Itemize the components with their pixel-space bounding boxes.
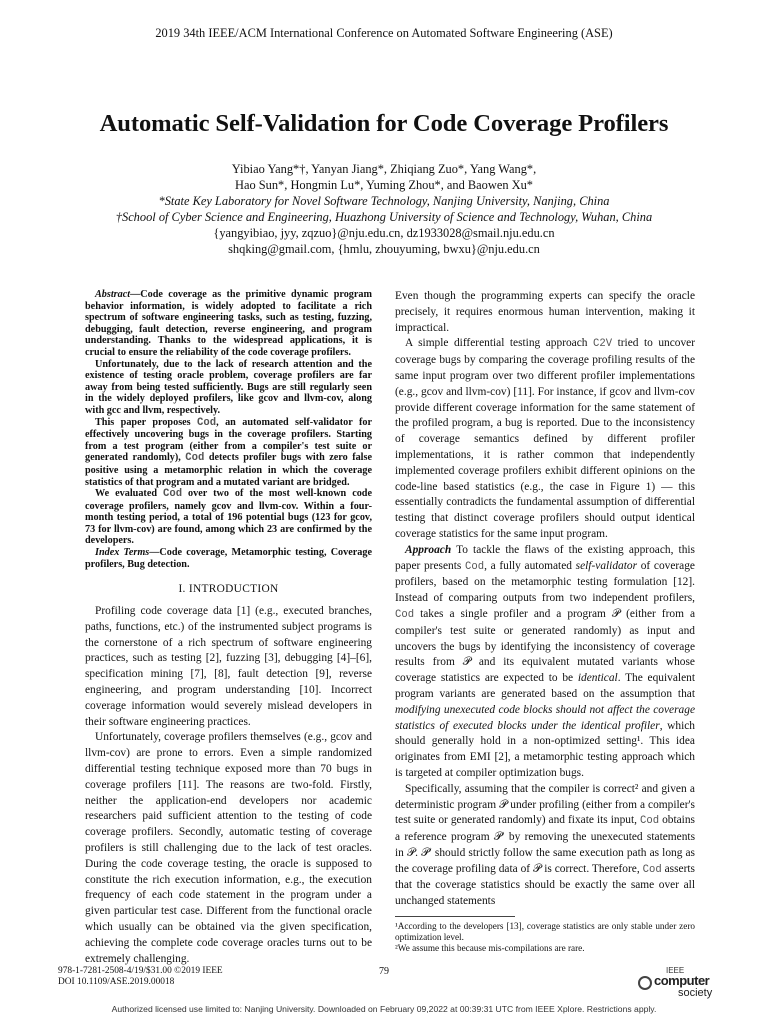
email-line-1: {yangyibiao, jyy, zqzuo}@nju.edu.cn, dz1933028@smail.nju.edu.cn [213,226,555,240]
affiliation-2: †School of Cyber Science and Engineering, Huazhong University of Science and Technology, Wuhan, China [115,210,653,224]
footnote-1: ¹According to the developers [13], coverage statistics are only stable under zero optimization level. [395,921,695,943]
paper-title: Automatic Self-Validation for Code Coverage Profilers [99,110,669,137]
author-line-2: Hao Sun*, Hongmin Lu*, Yuming Zhou*, and Baowen Xu* [235,178,533,192]
logo-ieee-text: IEEE [666,966,685,975]
isbn-line: 978-1-7281-2508-4/19/$31.00 ©2019 IEEE [58,966,223,976]
right-p0: Even though the programming experts can specify the oracle precisely, it requires enormous human intervention, making it impractical. [395,290,695,334]
abstract-p4: We evaluated Cod over two of the most well-known code coverage profilers, namely gcov and llvm-cov. Within a four-month testing period, a total of 196 potential bugs (123 for gcov, 73 for llvm-cov) are found, among which 23 are confirmed by the developers. [85,488,372,547]
logo-computer-text: computer [654,973,710,988]
ieee-computer-society-logo [636,966,716,1000]
doi-line: DOI 10.1109/ASE.2019.00018 [58,977,175,987]
logo-society-text: society [678,987,713,999]
conference-header: 2019 34th IEEE/ACM International Conference on Automated Software Engineering (ASE) [155,26,613,40]
abstract-p1: Abstract—Code coverage as the primitive dynamic program behavior information, is widely adopted to facilitate a rich spectrum of software engineering tasks, such as testing, fuzzing, debugging, fault detection, reverse engineering, and program understanding. Thanks to the widespread applications, it is crucial to ensure the reliability of the code coverage profilers. [85,289,372,358]
approach-paragraph: Approach To tackle the flaws of the existing approach, this paper presents Cod, a fully automated self-validator of coverage profilers, based on the metamorphic testing formulation [12]. Instead of comparing outputs from two independent profilers, Cod takes a single profiler and a program 𝒫 (either from a compiler's test suite or generated randomly) as input and uncovers the bugs by identifying the inconsistency of coverage results from 𝒫 and its equivalent mutated variants whose coverage statistics are expected to be identical. The equivalent program variants are generated based on the assumption that modifying unexecuted code blocks should not affect the coverage statistics of executed blocks under the identical profiler, which should generally hold in a non-optimized setting¹. This idea originates from EMI [2], a metamorphic testing approach which is targeted at compiler optimization bugs. [395,543,695,779]
left-column [85,289,372,967]
right-column [395,289,695,954]
right-p3: Specifically, assuming that the compiler is correct² and given a deterministic program 𝒫 under profiling (either from a compiler's test suite or generated randomly) and fixate its input, Cod obtains a reference program 𝒫′ by removing the unexecuted statements in 𝒫. 𝒫′ should strictly follow the same execution path as long as the coverage profiling data of 𝒫 is correct. Therefore, Cod asserts that the coverage statistics should be exactly the same over all unchanged statements [395,782,695,908]
intro-p1: Profiling code coverage data [1] (e.g., executed branches, paths, functions, etc.) of the instrumented subject programs is the cornerstone of a rich spectrum of software engineering practices, such as testing [2], fuzzing [3], debugging [4]–[6], specification mining [7], [8], fault detection [9], reverse engineering, and program understanding [10]. Incorrect coverage information would severely mislead developers in their software engineering practices. [85,605,372,728]
footnote-rule [395,916,515,917]
logo-icon [638,976,652,990]
abstract-p2: Unfortunately, due to the lack of research attention and the existence of testing oracle problem, coverage profilers are far away from being tested sufficiently. Bugs are still regularly seen in the widely deployed profilers, like gcov and llvm-cov, along with gcc and llvm, respectively. [85,358,372,416]
author-block [0,161,768,257]
email-line-2: shqking@gmail.com, {hmlu, zhouyuming, bwxu}@nju.edu.cn [228,242,540,256]
right-p1: A simple differential testing approach C2V tried to uncover coverage bugs by comparing the coverage profiling results of the same input program over two different profiler implementations (e.g., gcov and llvm-cov) [11]. For instance, if gcov and llvm-cov provide different coverage information for the same statement of the profiled program, a bug is reported. Due to the inconsistency of coverage semantics defined by different profiler implementations, it is rather common that independently implemented coverage profilers exhibit different opinions on the code-line based statistics (e.g., the case in Figure 1) — this essentially contradicts the fundamental assumption of differential testing that distinct coverage profilers should output identical coverage statistics for the same input program. [395,337,696,540]
page-number: 79 [379,966,389,977]
index-terms: Index Terms—Code coverage, Metamorphic testing, Coverage profilers, Bug detection. [85,547,372,570]
authorized-use-notice: Authorized licensed use limited to: Nanjing University. Downloaded on February 09,2022 at 00:39:31 UTC from IEEE Xplore. Restrictions apply. [111,1004,657,1014]
affiliation-1: *State Key Laboratory for Novel Software Technology, Nanjing University, Nanjing, China [158,194,610,208]
abstract-p3: This paper proposes Cod, an automated self-validator for effectively uncovering bugs in the coverage profilers. Starting from a test program (either from a compiler's test suite or generated randomly), Cod detects profiler bugs with zero false positive using a metamorphic relation in which the coverage statistics of that program and a mutated variant are bridged. [85,416,372,488]
footnote-2: ²We assume this because mis-compilations are rare. [395,943,585,954]
section-heading-introduction: I. INTRODUCTION [178,583,279,596]
author-line-1: Yibiao Yang*†, Yanyan Jiang*, Zhiqiang Zuo*, Yang Wang*, [231,162,537,176]
intro-p2: Unfortunately, coverage profilers themselves (e.g., gcov and llvm-cov) are prone to errors. Even a simple randomized differential testing technique exposed more than 70 bugs in coverage profilers [11]. The reasons are two-fold. Firstly, neither the application-end developers nor academic researchers paid sufficient attention to the testing of code coverage profilers. Secondly, automatic testing of coverage profilers is still challenging due to the lack of test oracles. During the code coverage testing, the oracle is supposed to constitute the rich execution information, e.g., the execution frequency of each code statement in the program under a given particular test case. Different from the functional oracle which usually can be obtained via the given specification, achieving the complete code coverage oracles turns out to be extremely challenging. [85,731,372,965]
